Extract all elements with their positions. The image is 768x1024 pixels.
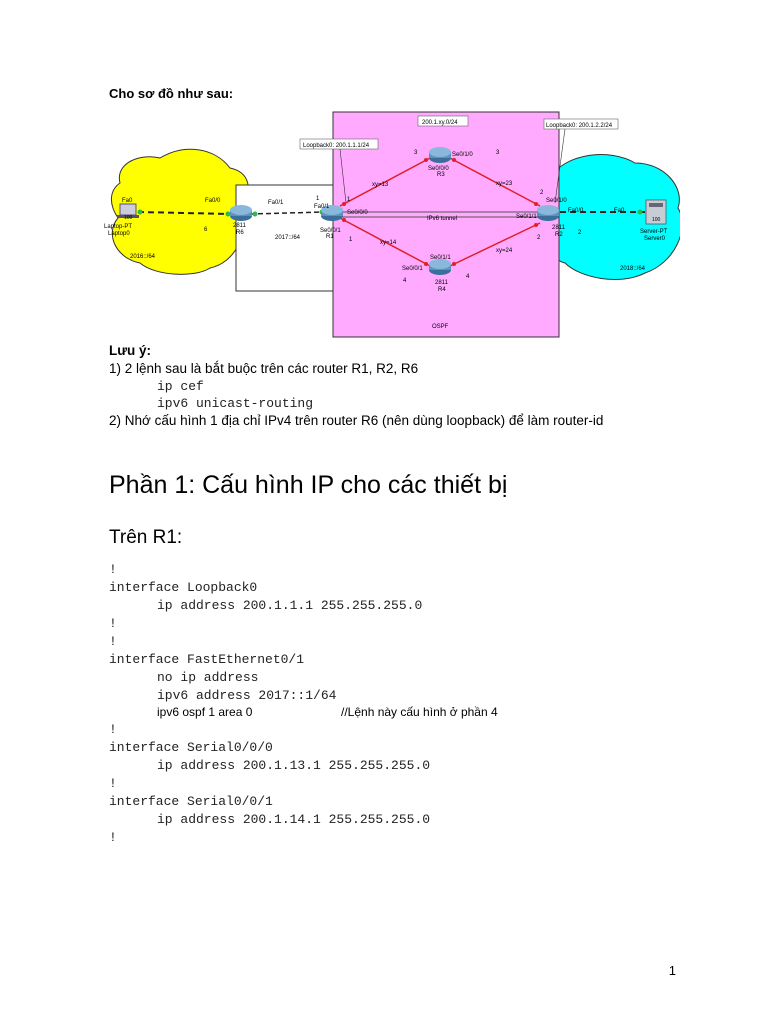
svg-text:3: 3 [496,150,500,156]
svg-text:100: 100 [124,215,133,221]
svg-text:R4: R4 [438,287,446,293]
svg-text:2: 2 [540,190,544,196]
svg-text:2: 2 [578,230,582,236]
svg-text:2811: 2811 [552,225,565,231]
svg-text:R2: R2 [555,232,563,238]
svg-text:Server0: Server0 [644,236,666,242]
svg-text:2: 2 [537,235,541,241]
intro-text: Cho sơ đồ như sau: [109,86,234,101]
svg-text:IPv6 tunnel: IPv6 tunnel [427,216,458,222]
svg-text:Laptop0: Laptop0 [108,231,130,237]
config-line: ! [109,616,117,631]
config-line: interface Serial0/0/1 [109,794,273,809]
svg-text:100: 100 [652,217,661,223]
svg-text:Se0/1/1: Se0/1/1 [430,255,451,261]
subsection-heading: Trên R1: [109,527,183,548]
svg-text:Fa0/1: Fa0/1 [268,200,284,206]
svg-text:4: 4 [403,278,407,284]
svg-text:xy=24: xy=24 [496,248,513,254]
svg-text:Se0/0/1: Se0/0/1 [320,228,341,234]
config-line: interface FastEthernet0/1 [109,652,305,667]
config-line: no ip address [157,670,259,685]
network-diagram [100,108,680,340]
loopback-r2-label: Loopback0: 200.1.2.2/24 [546,123,613,129]
svg-text:xy=13: xy=13 [372,182,389,188]
svg-text:1: 1 [349,237,353,243]
config-line: ! [109,722,117,737]
svg-text:Se0/0/0: Se0/0/0 [347,210,368,216]
config-line: ! [109,634,117,649]
note-title: Lưu ý: [109,343,152,358]
svg-text:1: 1 [316,196,320,202]
svg-text:R3: R3 [437,172,445,178]
svg-text:1: 1 [347,197,351,203]
loopback-r1-label: Loopback0: 200.1.1.1/24 [303,143,370,149]
note-cmd-2: ipv6 unicast-routing [157,396,314,411]
ipv4-net-label: 200.1.xy.0/24 [422,120,458,126]
config-line: ip address 200.1.1.1 255.255.255.0 [157,598,423,613]
svg-text:2017::/64: 2017::/64 [275,235,301,241]
svg-text:Fa0: Fa0 [614,208,625,214]
svg-text:Fa0/1: Fa0/1 [314,204,330,210]
svg-text:Se0/1/1: Se0/1/1 [516,214,537,220]
svg-text:2811: 2811 [233,223,246,229]
note-2: 2) Nhớ cấu hình 1 địa chỉ IPv4 trên router R6 (nên dùng loopback) để làm router-id [109,413,604,428]
router-r6-icon [230,205,252,221]
config-line: ipv6 address 2017::1/64 [157,688,337,703]
svg-text:R6: R6 [236,230,244,236]
router-r2-icon [537,205,559,221]
svg-text:Se0/0/1: Se0/0/1 [402,266,423,272]
svg-text:xy=23: xy=23 [496,181,513,187]
section-heading: Phần 1: Cấu hình IP cho các thiết bị [109,471,508,499]
svg-text:2018::/64: 2018::/64 [620,266,646,272]
svg-text:Se0/0/0: Se0/0/0 [428,166,449,172]
config-line: ! [109,830,117,845]
config-line: ! [109,562,117,577]
config-line: interface Serial0/0/0 [109,740,273,755]
svg-text:6: 6 [204,227,208,233]
config-line: interface Loopback0 [109,580,258,595]
svg-text:OSPF: OSPF [432,324,449,330]
svg-text:4: 4 [466,274,470,280]
svg-text:2016::/64: 2016::/64 [130,254,156,260]
svg-text:Fa0: Fa0 [122,198,133,204]
config-line: ipv6 ospf 1 area 0 [157,705,253,719]
svg-text:Se0/1/0: Se0/1/0 [546,198,567,204]
note-1: 1) 2 lệnh sau là bắt buộc trên các router R1, R2, R6 [109,361,419,376]
config-line: ip address 200.1.13.1 255.255.255.0 [157,758,431,773]
svg-text:Laptop-PT: Laptop-PT [104,224,133,230]
svg-text:Server-PT: Server-PT [640,229,668,235]
svg-text:Se0/1/0: Se0/1/0 [452,152,473,158]
note-cmd-1: ip cef [157,379,204,394]
router-r3-icon [429,147,451,163]
svg-text:Fa0/0: Fa0/0 [205,198,221,204]
svg-text:3: 3 [414,150,418,156]
config-comment: //Lệnh này cấu hình ở phần 4 [341,705,498,719]
svg-text:2811: 2811 [435,280,448,286]
config-line: ip address 200.1.14.1 255.255.255.0 [157,812,431,827]
svg-text:R1: R1 [326,234,334,240]
svg-text:Fa0/0: Fa0/0 [568,208,584,214]
config-line: ! [109,776,117,791]
page-number: 1 [668,963,676,978]
svg-text:xy=14: xy=14 [380,240,397,246]
router-r4-icon [429,259,451,275]
